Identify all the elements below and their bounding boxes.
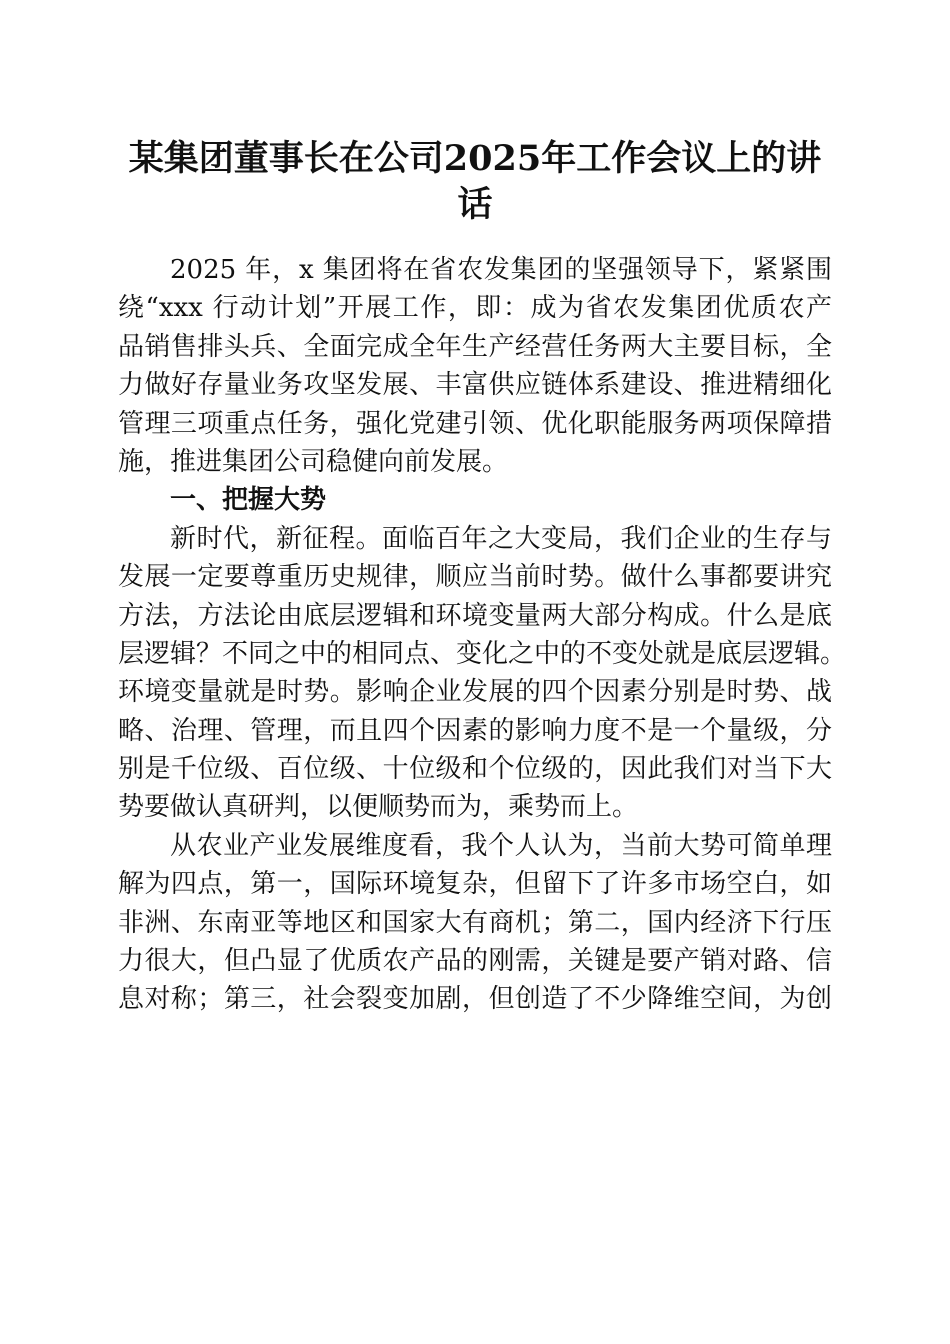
paragraph-line: 力做好存量业务攻坚发展、丰富供应链体系建设、推进精细化	[118, 370, 832, 401]
paragraph-line: 2025 年，x 集团将在省农发集团的坚强领导下，紧紧围	[170, 255, 832, 285]
paragraph-line: 发展一定要尊重历史规律，顺应当前时势。做什么事都要讲究	[118, 562, 832, 593]
paragraph-line: 品销售排头兵、全面完成全年生产经营任务两大主要目标，全	[118, 331, 832, 362]
paragraph-line: 新时代，新征程。面临百年之大变局，我们企业的生存与	[170, 523, 832, 554]
document-body	[118, 251, 847, 1019]
paragraph-line: 息对称；第三，社会裂变加剧，但创造了不少降维空间，为创	[118, 984, 832, 1015]
paragraph-line: 从农业产业发展维度看，我个人认为，当前大势可简单理	[170, 830, 832, 861]
title-line-1: 某集团董事长在公司2025年工作会议上的讲	[128, 138, 822, 179]
paragraph-line: 力很大，但凸显了优质农产品的刚需，关键是要产销对路、信	[118, 946, 832, 977]
paragraph-line: 别是千位级、百位级、十位级和个位级的，因此我们对当下大	[118, 754, 832, 785]
paragraph-line: 解为四点，第一，国际环境复杂，但留下了许多市场空白，如	[118, 869, 832, 900]
paragraph-line: 施，推进集团公司稳健向前发展。	[118, 446, 509, 477]
document-title	[100, 136, 850, 228]
title-line-2: 话	[457, 184, 493, 225]
paragraph	[118, 827, 832, 1019]
paragraph-line: 层逻辑？不同之中的相同点、变化之中的不变处就是底层逻辑。	[118, 638, 847, 669]
paragraph-line: 管理三项重点任务，强化党建引领、优化职能服务两项保障措	[118, 408, 832, 439]
paragraph-line: 方法，方法论由底层逻辑和环境变量两大部分构成。什么是底	[118, 600, 832, 631]
section-heading: 一、把握大势	[170, 485, 327, 516]
paragraph-line: 非洲、东南亚等地区和国家大有商机；第二，国内经济下行压	[118, 907, 832, 938]
paragraph-line: 势要做认真研判，以便顺势而为，乘势而上。	[118, 792, 639, 823]
paragraph-line: 略、治理、管理，而且四个因素的影响力度不是一个量级，分	[118, 715, 832, 746]
paragraph-line: 绕“xxx 行动计划”开展工作，即：成为省农发集团优质农产	[118, 293, 832, 324]
paragraph	[118, 520, 847, 827]
paragraph	[118, 251, 832, 481]
paragraph-line: 环境变量就是时势。影响企业发展的四个因素分别是时势、战	[118, 677, 832, 708]
